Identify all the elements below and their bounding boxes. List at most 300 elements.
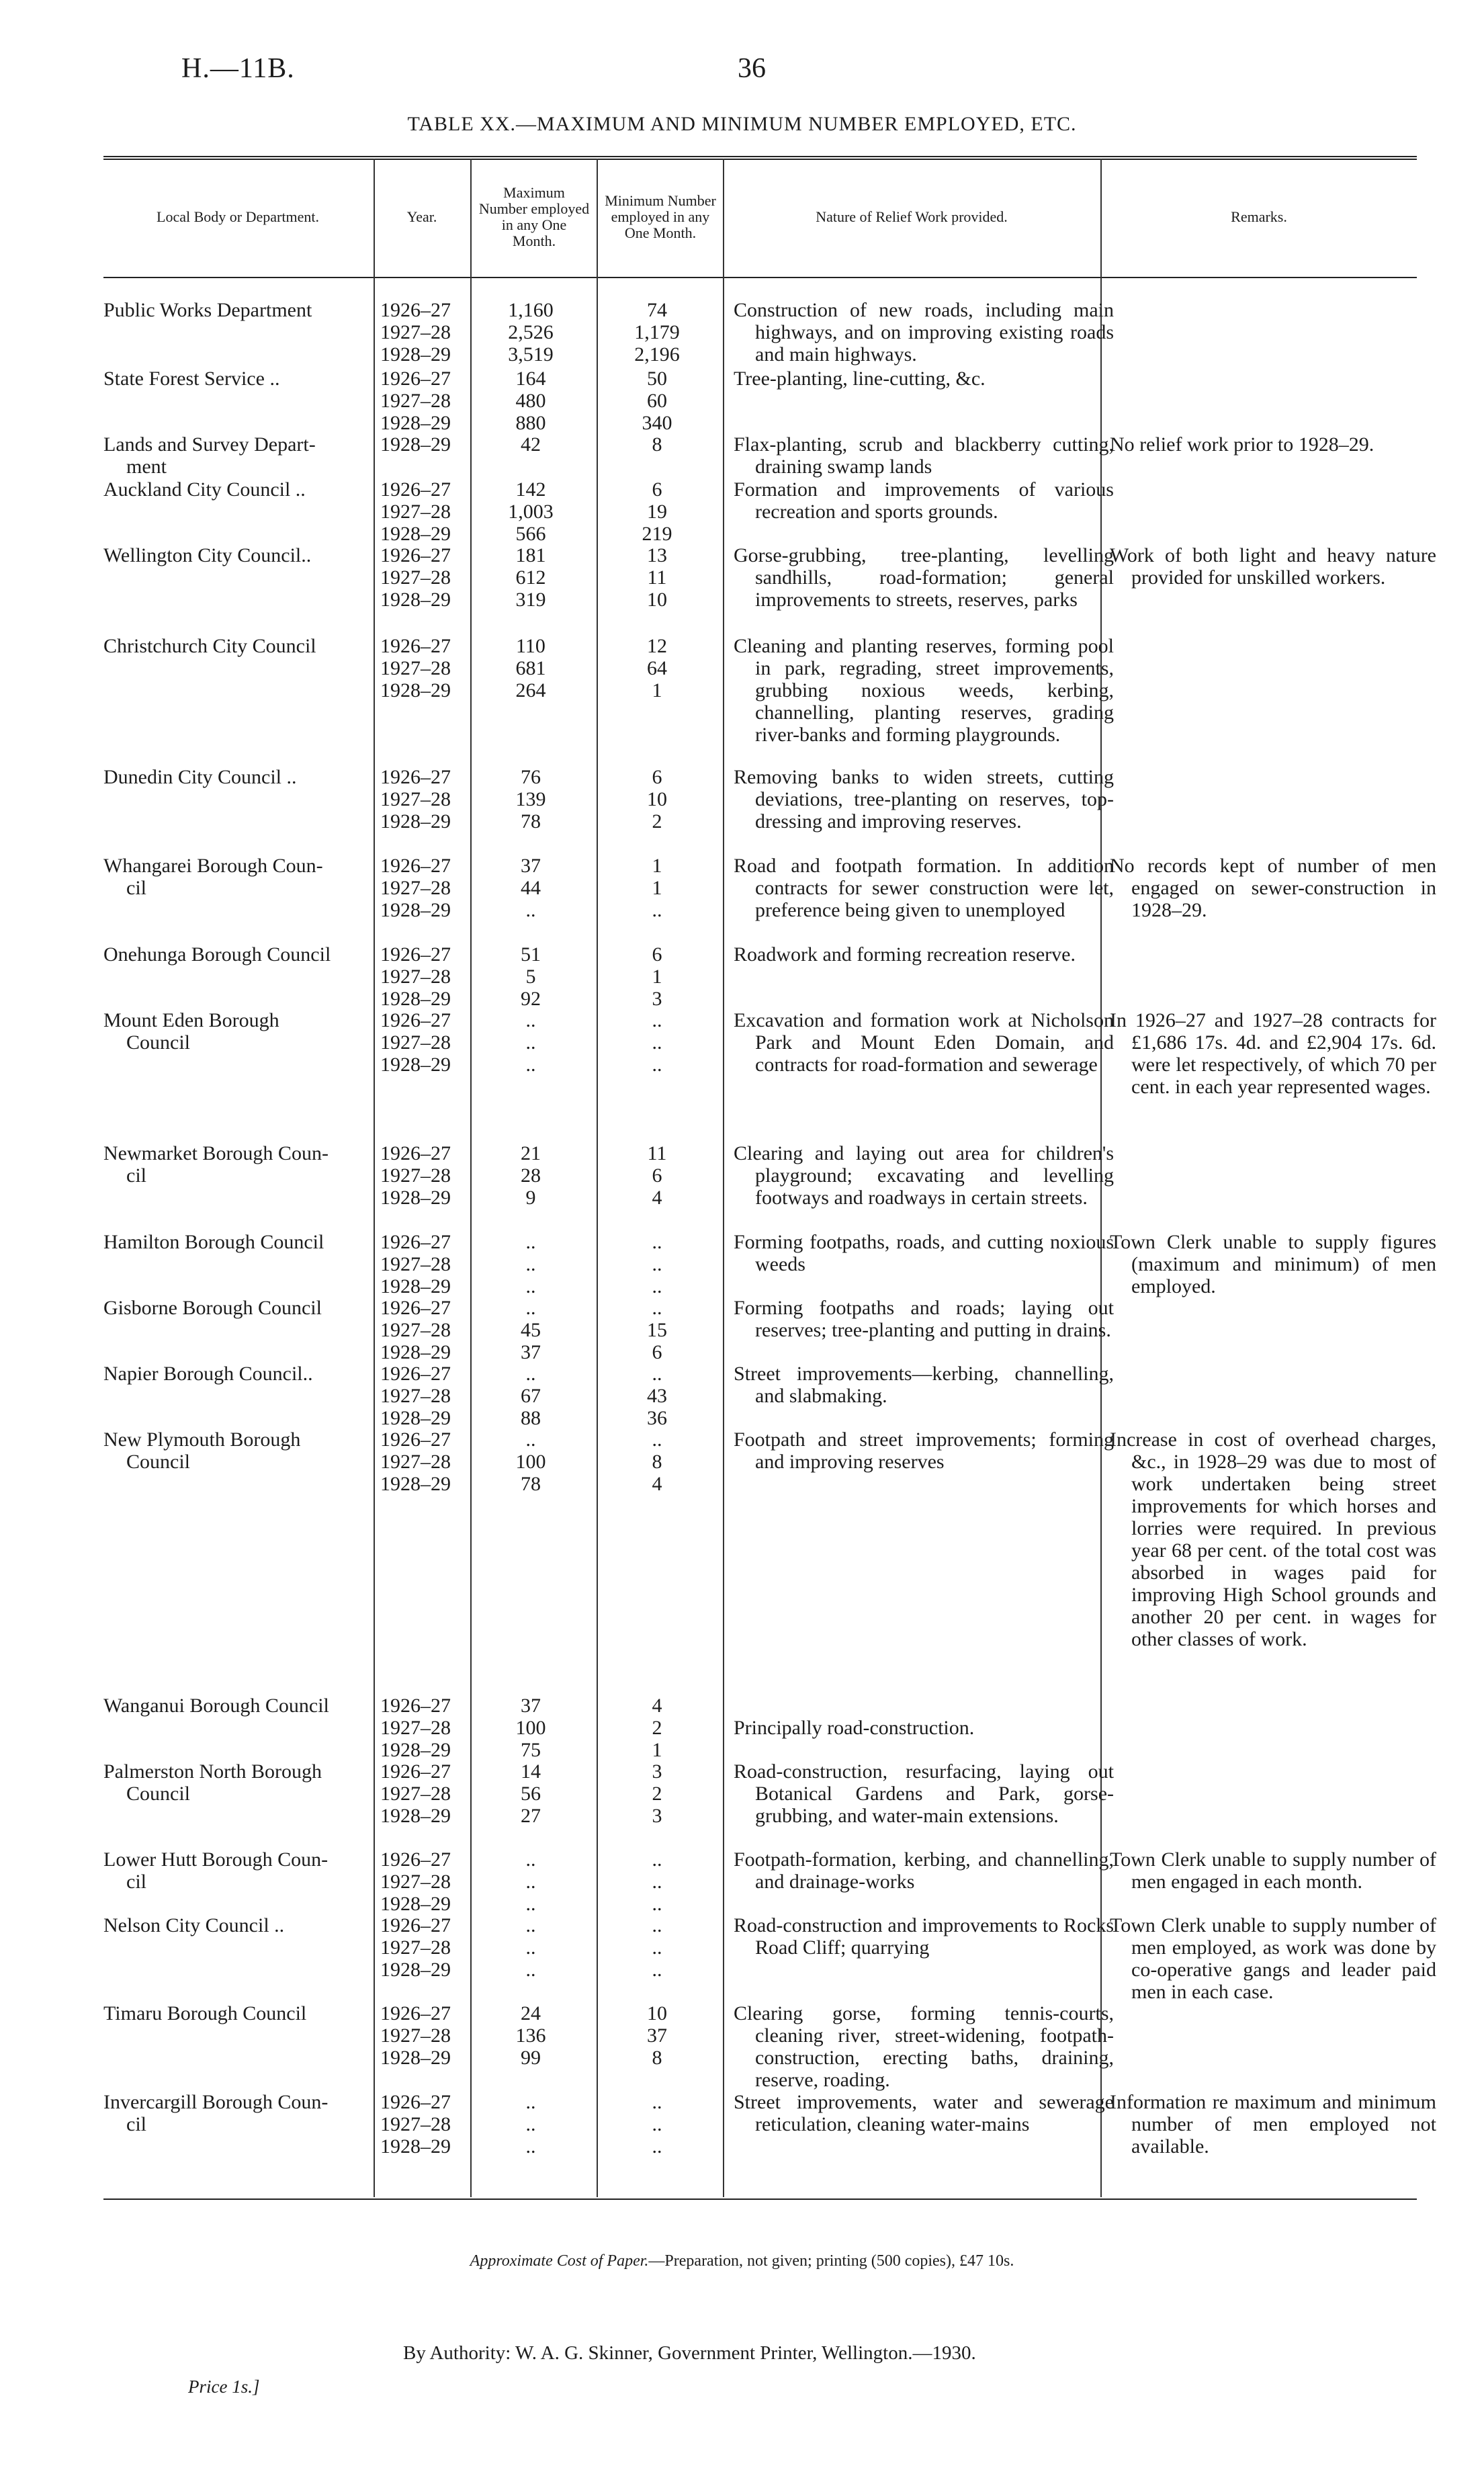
year-value: 1926–27: [380, 478, 451, 501]
minimum-value: 1: [652, 1739, 662, 1761]
maximum-cell: [470, 1428, 591, 1495]
maximum-value: 28: [521, 1164, 541, 1187]
maximum-value: 3,519: [508, 343, 554, 366]
remarks: Town Clerk unable to supply number of men engaged in each month.: [1110, 1848, 1436, 1893]
nature-of-work: Formation and improvements of various recreation and sports grounds.: [734, 478, 1114, 523]
maximum-value: 181: [515, 544, 546, 566]
maximum-value: 56: [521, 1783, 541, 1805]
maximum-value: 681: [515, 657, 546, 679]
year-value: 1926–27: [380, 1363, 451, 1385]
year-value: 1927–28: [380, 657, 451, 679]
maximum-value: 44: [521, 877, 541, 899]
minimum-value: ..: [652, 1914, 662, 1936]
maximum-value: 139: [515, 788, 546, 810]
nature-of-work: Forming footpaths, roads, and cutting noxious weeds: [734, 1231, 1114, 1275]
table-title: TABLE XX.—MAXIMUM AND MINIMUM NUMBER EMPLOYED, ETC.: [407, 113, 1077, 135]
maximum-value: 319: [515, 589, 546, 611]
minimum-cell: [597, 943, 717, 1010]
year-value: 1926–27: [380, 1297, 451, 1319]
local-body-name: Auckland City Council ..: [103, 478, 306, 501]
year-value: 1926–27: [380, 2091, 451, 2113]
year-cell: [380, 368, 468, 434]
year-value: 1926–27: [380, 368, 451, 390]
year-cell: [380, 1009, 468, 1076]
maximum-value: ..: [525, 2113, 536, 2135]
maximum-value: ..: [525, 2091, 536, 2113]
nature-of-work: Clearing gorse, forming tennis-courts, cleaning river, street-widening, footpath-construction, erecting baths, draining, reserve, roading.: [734, 2002, 1114, 2091]
year-value: 1927–28: [380, 1253, 451, 1275]
year-value: 1927–28: [380, 1936, 451, 1959]
year-cell: [380, 1142, 468, 1209]
maximum-value: 78: [521, 810, 541, 833]
maximum-value: ..: [525, 1893, 536, 1915]
year-value: 1927–28: [380, 1871, 451, 1893]
maximum-value: 2,526: [508, 321, 554, 343]
minimum-value: 6: [652, 1341, 662, 1363]
minimum-value: 60: [647, 390, 667, 412]
maximum-value: 612: [515, 566, 546, 589]
minimum-value: ..: [652, 2135, 662, 2158]
minimum-value: 4: [652, 1187, 662, 1209]
year-value: 1928–29: [380, 1341, 451, 1363]
year-value: 1926–27: [380, 1695, 451, 1717]
year-value: 1926–27: [380, 1914, 451, 1936]
year-value: 1928–29: [380, 1805, 451, 1827]
minimum-value: 10: [647, 589, 667, 611]
minimum-value: ..: [652, 1848, 662, 1871]
maximum-value: 9: [525, 1187, 536, 1209]
page-number: 36: [738, 53, 766, 84]
year-cell: [380, 855, 468, 921]
minimum-value: 3: [652, 988, 662, 1010]
year-value: 1927–28: [380, 2113, 451, 2135]
nature-of-work: Road-construction and improvements to Rocks Road Cliff; quarrying: [734, 1914, 1114, 1959]
maximum-value: ..: [525, 1428, 536, 1451]
year-cell: [380, 943, 468, 1010]
minimum-value: 11: [647, 566, 667, 589]
maximum-value: 42: [521, 433, 541, 456]
maximum-value: 566: [515, 523, 546, 545]
maximum-value: 21: [521, 1142, 541, 1164]
header-maximum: Maximum Number employed in any One Month.: [478, 184, 590, 249]
year-value: 1926–27: [380, 943, 451, 966]
year-value: 1926–27: [380, 544, 451, 566]
minimum-value: 6: [652, 478, 662, 501]
minimum-value: 8: [652, 2047, 662, 2069]
local-body-name: Hamilton Borough Council: [103, 1231, 324, 1253]
maximum-value: 27: [521, 1805, 541, 1827]
local-body-name: Christchurch City Council: [103, 635, 316, 657]
year-value: 1928–29: [380, 810, 451, 833]
minimum-value: ..: [652, 1959, 662, 1981]
minimum-value: 2: [652, 810, 662, 833]
maximum-value: ..: [525, 2135, 536, 2158]
maximum-cell: [470, 433, 591, 456]
column-divider: [723, 159, 724, 2197]
year-value: 1927–28: [380, 1717, 451, 1739]
year-value: 1928–29: [380, 1407, 451, 1429]
minimum-value: 1: [652, 966, 662, 988]
minimum-value: 3: [652, 1760, 662, 1783]
minimum-value: ..: [652, 1936, 662, 1959]
column-divider: [374, 159, 375, 2197]
maximum-value: 1,003: [508, 501, 554, 523]
year-value: 1926–27: [380, 1142, 451, 1164]
table-top-rule: [103, 156, 1417, 157]
maximum-cell: [470, 1231, 591, 1297]
year-value: 1927–28: [380, 1385, 451, 1407]
minimum-value: 2: [652, 1783, 662, 1805]
maximum-value: ..: [525, 1914, 536, 1936]
year-cell: [380, 1363, 468, 1429]
minimum-value: 1: [652, 877, 662, 899]
year-value: 1926–27: [380, 1009, 451, 1031]
maximum-value: ..: [525, 1031, 536, 1054]
page-series: H.—11B.: [181, 53, 295, 84]
year-value: 1928–29: [380, 988, 451, 1010]
remarks: No relief work prior to 1928–29.: [1110, 433, 1374, 456]
maximum-value: 136: [515, 2024, 546, 2047]
minimum-value: 74: [647, 299, 667, 321]
year-cell: [380, 544, 468, 611]
minimum-value: 15: [647, 1319, 667, 1341]
maximum-value: ..: [525, 1848, 536, 1871]
local-body-name: Nelson City Council ..: [103, 1914, 285, 1936]
year-cell: [380, 1848, 468, 1915]
year-cell: [380, 2002, 468, 2069]
year-cell: [380, 478, 468, 545]
year-value: 1928–29: [380, 1054, 451, 1076]
year-value: 1928–29: [380, 1959, 451, 1981]
year-value: 1927–28: [380, 566, 451, 589]
remarks: Information re maximum and minimum number of men employed not available.: [1110, 2091, 1436, 2158]
minimum-value: 37: [647, 2024, 667, 2047]
maximum-value: 110: [516, 635, 545, 657]
year-value: 1928–29: [380, 679, 451, 701]
year-value: 1928–29: [380, 2135, 451, 2158]
maximum-cell: [470, 1009, 591, 1076]
maximum-cell: [470, 943, 591, 1010]
year-value: 1927–28: [380, 788, 451, 810]
minimum-cell: [597, 1428, 717, 1495]
year-value: 1928–29: [380, 1473, 451, 1495]
maximum-value: 37: [521, 855, 541, 877]
minimum-value: 50: [647, 368, 667, 390]
minimum-value: 11: [647, 1142, 667, 1164]
year-cell: [380, 1231, 468, 1297]
nature-of-work: Cleaning and planting reserves, forming pool in park, regrading, street improvements, grubbing noxious weeds, kerbing, channelling, planting reserves, grading river-banks and forming playgrounds.: [734, 635, 1114, 746]
remarks: Town Clerk unable to supply figures (maximum and minimum) of men employed.: [1110, 1231, 1436, 1297]
nature-of-work: Principally road-construction.: [734, 1717, 975, 1739]
year-cell: [380, 1914, 468, 1981]
year-value: 1926–27: [380, 1848, 451, 1871]
remarks: Town Clerk unable to supply number of men employed, as work was done by co-operative gangs and leader paid men in each case.: [1110, 1914, 1436, 2003]
authority-line: By Authority: W. A. G. Skinner, Government Printer, Wellington.—1930.: [403, 2342, 976, 2364]
year-value: 1928–29: [380, 1739, 451, 1761]
year-value: 1926–27: [380, 299, 451, 321]
minimum-value: 1: [652, 855, 662, 877]
minimum-value: 1: [652, 679, 662, 701]
local-body-name: Newmarket Borough Coun- cil: [103, 1142, 329, 1187]
maximum-value: 88: [521, 1407, 541, 1429]
minimum-value: 4: [652, 1473, 662, 1495]
minimum-value: ..: [652, 1428, 662, 1451]
local-body-name: Napier Borough Council..: [103, 1363, 313, 1385]
minimum-cell: [597, 1914, 717, 1981]
maximum-value: 45: [521, 1319, 541, 1341]
year-cell: [380, 1760, 468, 1827]
year-value: 1927–28: [380, 1783, 451, 1805]
year-value: 1928–29: [380, 343, 451, 366]
minimum-value: 6: [652, 1164, 662, 1187]
maximum-value: ..: [525, 1297, 536, 1319]
maximum-cell: [470, 1760, 591, 1827]
minimum-cell: [597, 1848, 717, 1915]
maximum-cell: [470, 1695, 591, 1761]
year-value: 1928–29: [380, 1187, 451, 1209]
minimum-value: 36: [647, 1407, 667, 1429]
minimum-value: 12: [647, 635, 667, 657]
minimum-cell: [597, 1142, 717, 1209]
minimum-value: 13: [647, 544, 667, 566]
nature-of-work: Street improvements, water and sewerage reticulation, cleaning water-mains: [734, 2091, 1114, 2135]
minimum-value: ..: [652, 1363, 662, 1385]
maximum-value: ..: [525, 1275, 536, 1297]
nature-of-work: Roadwork and forming recreation reserve.: [734, 943, 1076, 966]
nature-of-work: Footpath and street improvements; forming and improving reserves: [734, 1428, 1114, 1473]
header-nature: Nature of Relief Work provided.: [816, 208, 1008, 225]
maximum-value: 76: [521, 766, 541, 788]
maximum-value: 100: [515, 1451, 546, 1473]
local-body-name: Gisborne Borough Council: [103, 1297, 322, 1319]
maximum-value: 99: [521, 2047, 541, 2069]
local-body-name: Public Works Department: [103, 299, 312, 321]
year-value: 1928–29: [380, 2047, 451, 2069]
year-value: 1928–29: [380, 1893, 451, 1915]
year-value: 1928–29: [380, 1275, 451, 1297]
maximum-value: 92: [521, 988, 541, 1010]
local-body-name: Wellington City Council..: [103, 544, 312, 566]
minimum-value: ..: [652, 1893, 662, 1915]
local-body-name: Whangarei Borough Coun- cil: [103, 855, 323, 899]
maximum-cell: [470, 1363, 591, 1429]
maximum-cell: [470, 1142, 591, 1209]
local-body-name: Mount Eden Borough Council: [103, 1009, 279, 1054]
minimum-cell: [597, 544, 717, 611]
maximum-value: 880: [515, 412, 546, 434]
minimum-value: 10: [647, 788, 667, 810]
year-value: 1927–28: [380, 1451, 451, 1473]
maximum-cell: [470, 299, 591, 366]
year-value: 1927–28: [380, 501, 451, 523]
nature-of-work: Removing banks to widen streets, cutting deviations, tree-planting on reserves, top-dressing and improving reserves.: [734, 766, 1114, 833]
header-bottom-rule: [103, 277, 1417, 278]
year-value: 1927–28: [380, 390, 451, 412]
header-year: Year.: [406, 208, 437, 225]
maximum-value: 51: [521, 943, 541, 966]
year-value: 1928–29: [380, 523, 451, 545]
nature-of-work: Excavation and formation work at Nicholson Park and Mount Eden Domain, and contracts for road-formation and sewerage: [734, 1009, 1114, 1076]
year-value: 1926–27: [380, 635, 451, 657]
nature-of-work: Road and footpath formation. In addition contracts for sewer construction were let, preference being given to unemployed: [734, 855, 1114, 921]
year-value: 1926–27: [380, 766, 451, 788]
minimum-value: 6: [652, 766, 662, 788]
nature-of-work: Flax-planting, scrub and blackberry cutting, draining swamp lands: [734, 433, 1114, 478]
local-body-name: State Forest Service ..: [103, 368, 280, 390]
year-value: 1928–29: [380, 589, 451, 611]
maximum-value: 100: [515, 1717, 546, 1739]
minimum-value: 2,196: [634, 343, 680, 366]
maximum-value: ..: [525, 1231, 536, 1253]
maximum-value: 480: [515, 390, 546, 412]
minimum-value: ..: [652, 1275, 662, 1297]
minimum-value: ..: [652, 899, 662, 921]
year-value: 1926–27: [380, 855, 451, 877]
minimum-cell: [597, 299, 717, 366]
minimum-value: ..: [652, 1871, 662, 1893]
year-cell: [380, 1428, 468, 1495]
remarks: In 1926–27 and 1927–28 contracts for £1,686 17s. 4d. and £2,904 17s. 6d. were let respectively, of which 70 per cent. in each year represented wages.: [1110, 1009, 1436, 1098]
maximum-cell: [470, 1297, 591, 1363]
remarks: No records kept of number of men engaged on sewer-construction in 1928–29.: [1110, 855, 1436, 921]
minimum-value: 1,179: [634, 321, 680, 343]
minimum-cell: [597, 635, 717, 701]
minimum-value: 6: [652, 943, 662, 966]
price-note: Price 1s.]: [188, 2377, 260, 2397]
maximum-cell: [470, 1914, 591, 1981]
minimum-cell: [597, 1760, 717, 1827]
maximum-value: ..: [525, 1871, 536, 1893]
year-cell: [380, 766, 468, 833]
year-value: 1926–27: [380, 1428, 451, 1451]
minimum-value: 8: [652, 433, 662, 456]
maximum-value: 264: [515, 679, 546, 701]
maximum-value: 78: [521, 1473, 541, 1495]
minimum-value: ..: [652, 1054, 662, 1076]
maximum-value: ..: [525, 1363, 536, 1385]
maximum-cell: [470, 2002, 591, 2069]
minimum-cell: [597, 1231, 717, 1297]
minimum-cell: [597, 2002, 717, 2069]
year-value: 1926–27: [380, 1231, 451, 1253]
maximum-value: ..: [525, 1959, 536, 1981]
maximum-value: ..: [525, 1253, 536, 1275]
table-top-rule-inner: [103, 159, 1417, 160]
minimum-value: ..: [652, 1297, 662, 1319]
nature-of-work: Construction of new roads, including main highways, and on improving existing roads and main highways.: [734, 299, 1114, 366]
year-cell: [380, 433, 468, 456]
maximum-value: 1,160: [508, 299, 554, 321]
year-cell: [380, 2091, 468, 2158]
nature-of-work: Clearing and laying out area for children's playground; excavating and levelling footways and roadways in certain streets.: [734, 1142, 1114, 1209]
nature-of-work: Gorse-grubbing, tree-planting, levelling sandhills, road-formation; general improvements to streets, reserves, parks: [734, 544, 1114, 611]
maximum-value: ..: [525, 899, 536, 921]
minimum-value: ..: [652, 2091, 662, 2113]
maximum-value: ..: [525, 1009, 536, 1031]
header-minimum: Minimum Number employed in any One Month.: [605, 192, 716, 241]
nature-of-work: Street improvements—kerbing, channelling, and slabmaking.: [734, 1363, 1114, 1407]
year-value: 1926–27: [380, 1760, 451, 1783]
maximum-cell: [470, 766, 591, 833]
year-cell: [380, 635, 468, 701]
minimum-cell: [597, 766, 717, 833]
year-cell: [380, 299, 468, 366]
local-body-name: Timaru Borough Council: [103, 2002, 307, 2024]
year-value: 1927–28: [380, 1164, 451, 1187]
nature-of-work: Footpath-formation, kerbing, and channelling, and drainage-works: [734, 1848, 1114, 1893]
year-cell: [380, 1695, 468, 1761]
maximum-cell: [470, 544, 591, 611]
maximum-cell: [470, 478, 591, 545]
minimum-cell: [597, 1009, 717, 1076]
minimum-cell: [597, 478, 717, 545]
minimum-value: 2: [652, 1717, 662, 1739]
header-remarks: Remarks.: [1231, 208, 1287, 225]
local-body-name: New Plymouth Borough Council: [103, 1428, 301, 1473]
minimum-value: 4: [652, 1695, 662, 1717]
year-value: 1926–27: [380, 2002, 451, 2024]
local-body-name: Onehunga Borough Council: [103, 943, 331, 966]
minimum-cell: [597, 368, 717, 434]
year-value: 1927–28: [380, 1319, 451, 1341]
table-bottom-rule: [103, 2198, 1417, 2200]
header-local-body: Local Body or Department.: [157, 208, 319, 225]
minimum-cell: [597, 433, 717, 456]
maximum-value: 37: [521, 1695, 541, 1717]
minimum-value: 3: [652, 1805, 662, 1827]
maximum-cell: [470, 635, 591, 701]
minimum-value: 43: [647, 1385, 667, 1407]
local-body-name: Palmerston North Borough Council: [103, 1760, 322, 1805]
minimum-value: 8: [652, 1451, 662, 1473]
maximum-value: 164: [515, 368, 546, 390]
maximum-cell: [470, 368, 591, 434]
year-value: 1928–29: [380, 433, 451, 456]
maximum-cell: [470, 2091, 591, 2158]
minimum-value: ..: [652, 1253, 662, 1275]
maximum-value: 75: [521, 1739, 541, 1761]
minimum-value: ..: [652, 1009, 662, 1031]
minimum-cell: [597, 1297, 717, 1363]
remarks: Increase in cost of overhead charges, &c., in 1928–29 was due to most of work undertaken being street improvements for which horses and lorries were required. In previous year 68 per cent. of the total cost was absorbed in wages paid for improving High School grounds and another 20 per cent. in wages for other classes of work.: [1110, 1428, 1436, 1650]
minimum-value: ..: [652, 1231, 662, 1253]
minimum-cell: [597, 1363, 717, 1429]
maximum-value: 142: [515, 478, 546, 501]
maximum-cell: [470, 1848, 591, 1915]
nature-of-work: Forming footpaths and roads; laying out reserves; tree-planting and putting in drains.: [734, 1297, 1114, 1341]
year-value: 1927–28: [380, 2024, 451, 2047]
minimum-value: ..: [652, 2113, 662, 2135]
minimum-value: 219: [642, 523, 672, 545]
cost-of-paper: Approximate Cost of Paper.—Preparation, not given; printing (500 copies), £47 10s.: [470, 2252, 1014, 2270]
year-value: 1928–29: [380, 412, 451, 434]
maximum-value: 14: [521, 1760, 541, 1783]
maximum-value: ..: [525, 1054, 536, 1076]
year-value: 1927–28: [380, 966, 451, 988]
maximum-value: 24: [521, 2002, 541, 2024]
local-body-name: Invercargill Borough Coun- cil: [103, 2091, 329, 2135]
year-value: 1927–28: [380, 877, 451, 899]
year-value: 1927–28: [380, 1031, 451, 1054]
local-body-name: Lower Hutt Borough Coun- cil: [103, 1848, 329, 1893]
maximum-value: 5: [525, 966, 536, 988]
minimum-value: 19: [647, 501, 667, 523]
nature-of-work: Tree-planting, line-cutting, &c.: [734, 368, 986, 390]
maximum-cell: [470, 855, 591, 921]
minimum-value: 10: [647, 2002, 667, 2024]
remarks: Work of both light and heavy nature provided for unskilled workers.: [1110, 544, 1436, 589]
maximum-value: ..: [525, 1936, 536, 1959]
